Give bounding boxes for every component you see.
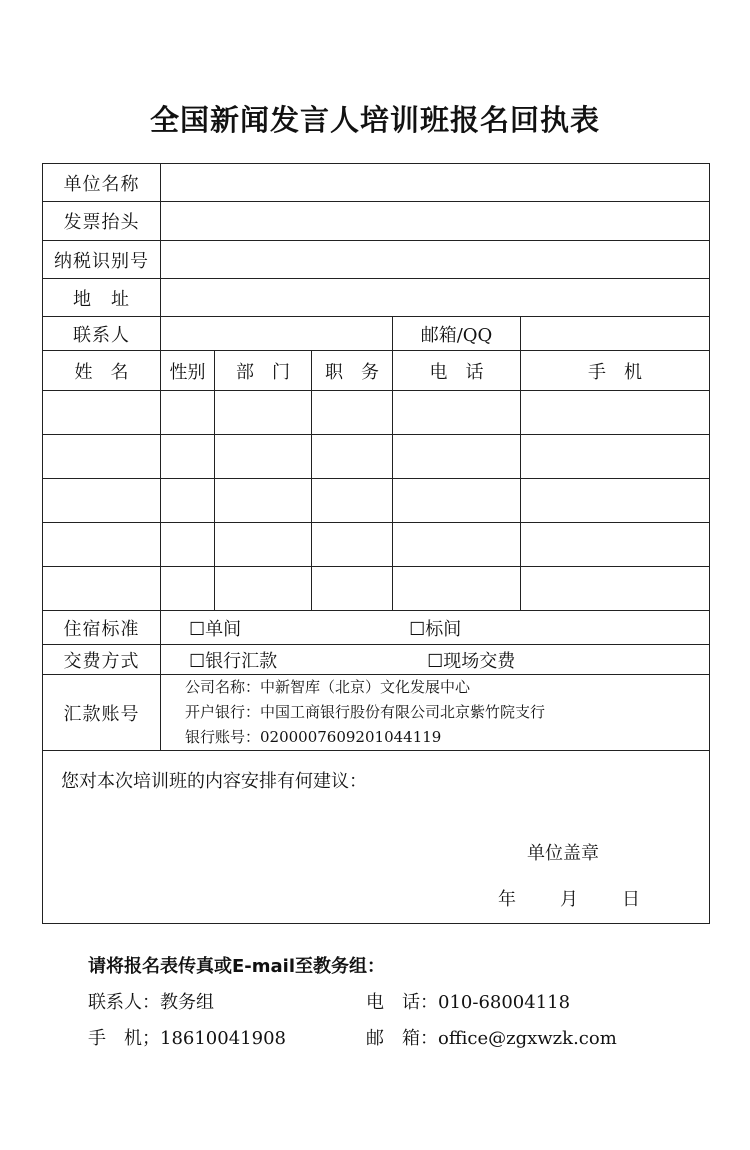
gender-cell[interactable] — [161, 523, 215, 567]
single-room-checkbox[interactable]: ☐单间 — [189, 618, 242, 640]
suggestion-box[interactable] — [43, 751, 710, 924]
account-number-text: 银行账号：0200007609201044119 — [185, 728, 442, 746]
col-position-header: 职 务 — [312, 351, 393, 391]
position-cell[interactable] — [312, 435, 393, 479]
year-label: 年 — [498, 889, 516, 910]
remittance-label: 汇款账号 — [43, 675, 161, 751]
invoice-title-field[interactable] — [161, 202, 710, 241]
col-gender-header: 性别 — [161, 351, 215, 391]
gender-cell[interactable] — [161, 391, 215, 435]
department-cell[interactable] — [215, 479, 312, 523]
tax-id-field[interactable] — [161, 241, 710, 279]
registration-form-table — [42, 163, 710, 924]
bank-transfer-checkbox[interactable]: ☐银行汇款 — [189, 650, 278, 672]
phone-cell[interactable] — [393, 523, 521, 567]
phone-cell[interactable] — [393, 391, 521, 435]
email-qq-field[interactable] — [521, 317, 710, 351]
position-cell[interactable] — [312, 479, 393, 523]
footer-email[interactable]: 邮 箱：office@zgxwzk.com — [366, 1028, 617, 1049]
department-cell[interactable] — [215, 435, 312, 479]
suggestion-question: 您对本次培训班的内容安排有何建议： — [61, 771, 367, 792]
contact-label: 联系人 — [43, 317, 161, 351]
day-label: 日 — [622, 889, 640, 910]
mobile-cell[interactable] — [521, 523, 710, 567]
col-mobile-header: 手 机 — [521, 351, 710, 391]
company-name-text: 公司名称：中新智库（北京）文化发展中心 — [185, 678, 471, 696]
gender-cell[interactable] — [161, 567, 215, 611]
email-qq-label: 邮箱/QQ — [393, 317, 521, 351]
contact-field[interactable] — [161, 317, 393, 351]
phone-cell[interactable] — [393, 479, 521, 523]
position-cell[interactable] — [312, 567, 393, 611]
table-row — [43, 523, 710, 567]
page-title: 全国新闻发言人培训班报名回执表 — [149, 103, 600, 137]
table-row — [43, 479, 710, 523]
gender-cell[interactable] — [161, 479, 215, 523]
position-cell[interactable] — [312, 391, 393, 435]
name-cell[interactable] — [43, 567, 161, 611]
unit-name-field[interactable] — [161, 164, 710, 202]
tax-id-label: 纳税识别号 — [43, 241, 161, 279]
address-label: 地 址 — [43, 279, 161, 317]
table-row — [43, 435, 710, 479]
mobile-cell[interactable] — [521, 391, 710, 435]
table-row — [43, 391, 710, 435]
date-line — [498, 885, 684, 911]
name-cell[interactable] — [43, 391, 161, 435]
phone-cell[interactable] — [393, 567, 521, 611]
footer-mobile-row — [88, 1024, 617, 1050]
col-name-header: 姓 名 — [43, 351, 161, 391]
footer-phone: 电 话：010-68004118 — [366, 992, 571, 1013]
month-label: 月 — [560, 889, 578, 910]
footer-contact-row — [88, 988, 571, 1014]
footer-contact: 联系人：教务组 — [88, 992, 214, 1013]
name-cell[interactable] — [43, 435, 161, 479]
department-cell[interactable] — [215, 523, 312, 567]
bank-name-text: 开户银行：中国工商银行股份有限公司北京紫竹院支行 — [185, 703, 546, 721]
unit-stamp-label: 单位盖章 — [527, 843, 599, 864]
footer-mobile: 手 机；18610041908 — [88, 1028, 286, 1049]
remittance-info — [161, 675, 710, 751]
gender-cell[interactable] — [161, 435, 215, 479]
footer-instruction: 请将报名表传真或E-mail至教务组： — [88, 956, 386, 977]
department-cell[interactable] — [215, 567, 312, 611]
name-cell[interactable] — [43, 523, 161, 567]
onsite-payment-checkbox[interactable]: ☐现场交费 — [427, 650, 516, 672]
col-department-header: 部 门 — [215, 351, 312, 391]
payment-label: 交费方式 — [43, 645, 161, 675]
mobile-cell[interactable] — [521, 479, 710, 523]
mobile-cell[interactable] — [521, 567, 710, 611]
name-cell[interactable] — [43, 479, 161, 523]
position-cell[interactable] — [312, 523, 393, 567]
accommodation-label: 住宿标准 — [43, 611, 161, 645]
mobile-cell[interactable] — [521, 435, 710, 479]
col-phone-header: 电 话 — [393, 351, 521, 391]
department-cell[interactable] — [215, 391, 312, 435]
accommodation-options — [161, 611, 710, 645]
invoice-title-label: 发票抬头 — [43, 202, 161, 241]
table-row — [43, 567, 710, 611]
standard-room-checkbox[interactable]: ☐标间 — [409, 618, 462, 640]
address-field[interactable] — [161, 279, 710, 317]
payment-options — [161, 645, 710, 675]
unit-name-label: 单位名称 — [43, 164, 161, 202]
phone-cell[interactable] — [393, 435, 521, 479]
